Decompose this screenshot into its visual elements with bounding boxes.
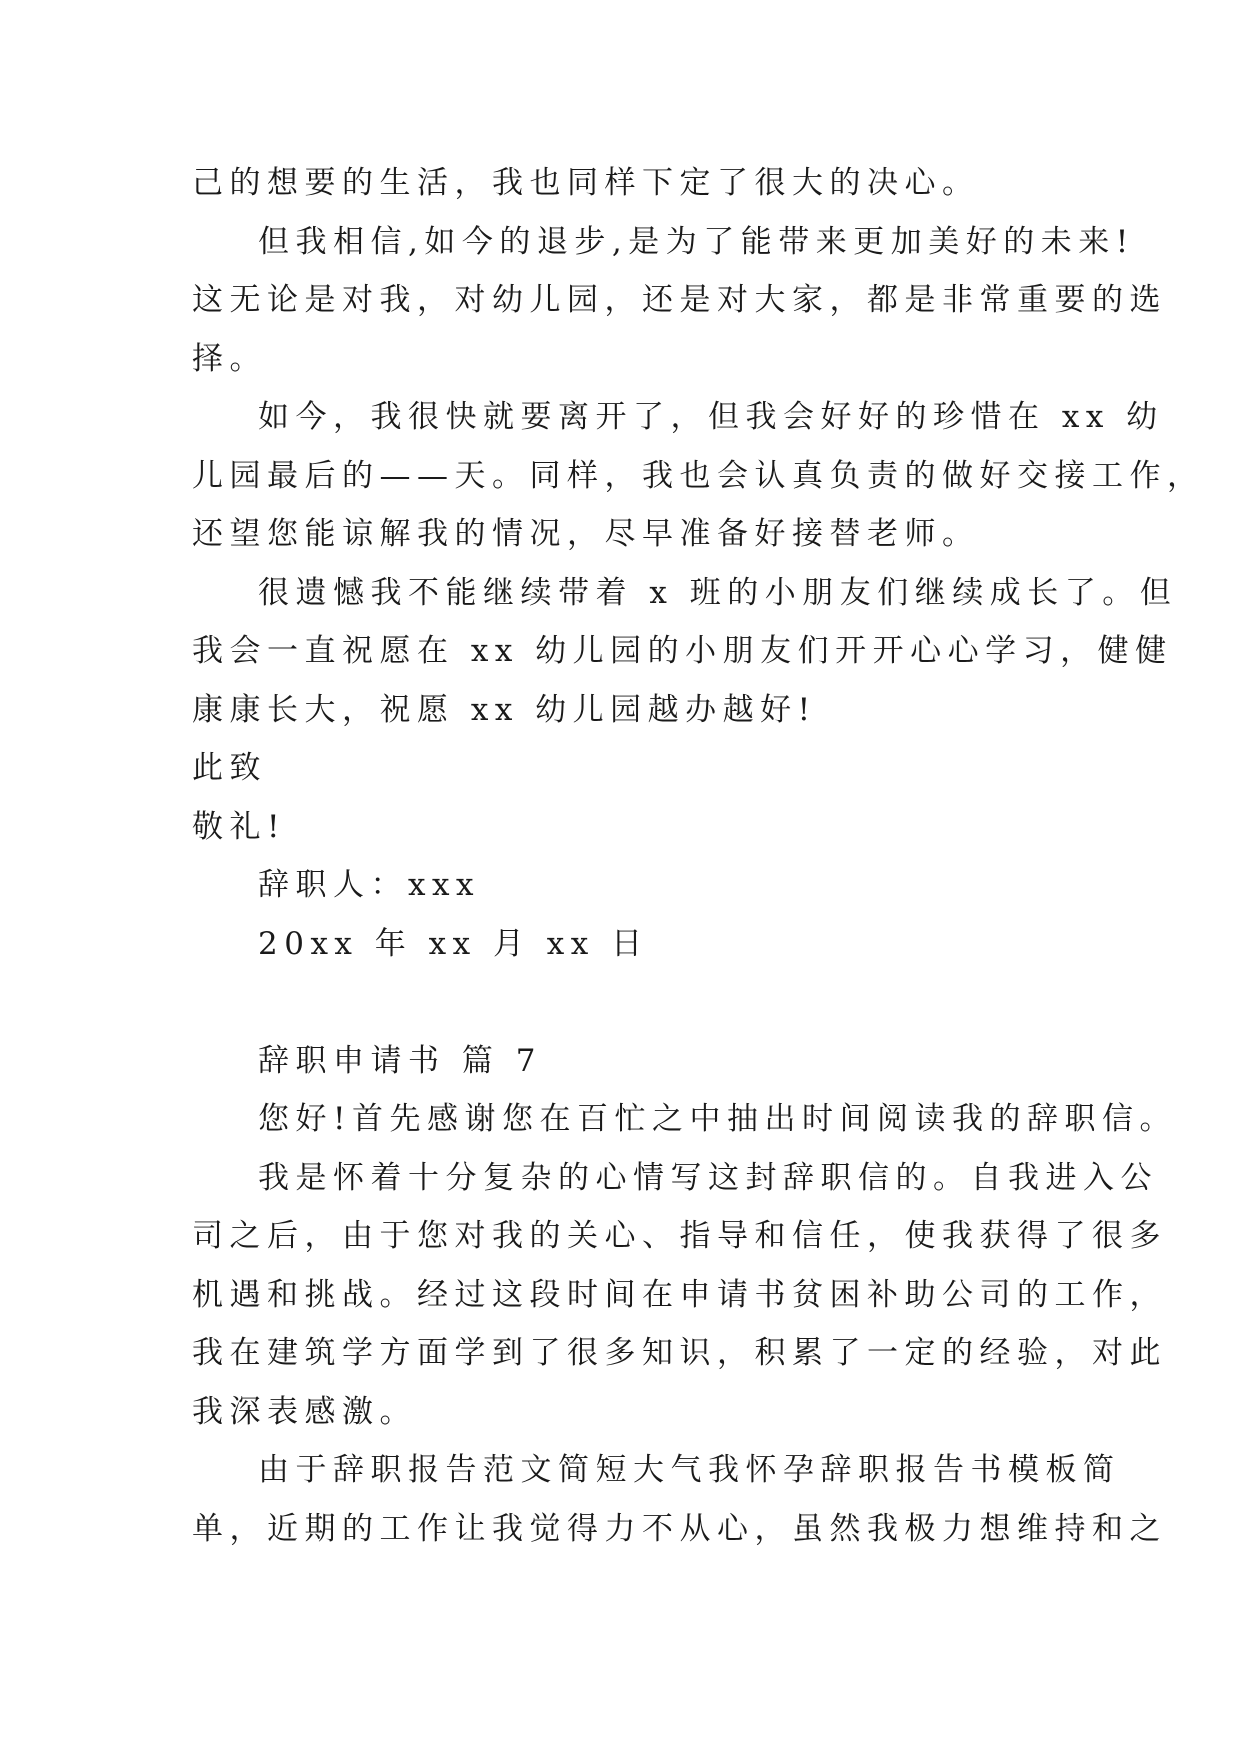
- paragraph-line: 我深表感激。: [192, 1393, 417, 1430]
- paragraph-line: 由于辞职报告范文简短大气我怀孕辞职报告书模板简: [258, 1452, 1121, 1488]
- paragraph-line: 我在建筑学方面学到了很多知识，积累了一定的经验，对此: [192, 1335, 1167, 1371]
- paragraph-line: 单，近期的工作让我觉得力不从心，虽然我极力想维持和之: [192, 1510, 1167, 1547]
- paragraph-line: 择。: [192, 340, 267, 377]
- paragraph-line: 还望您能谅解我的情况，尽早准备好接替老师。: [192, 516, 980, 552]
- section-title: 辞职申请书 篇 7: [258, 1042, 542, 1079]
- paragraph-line: 如今，我很快就要离开了，但我会好好的珍惜在 xx 幼: [258, 399, 1164, 435]
- closing-regards: 敬礼!: [192, 808, 286, 845]
- paragraph-line: 己的想要的生活，我也同样下定了很大的决心。: [192, 165, 980, 201]
- signature-name: 辞职人：xxx: [258, 867, 480, 903]
- document-body: [192, 154, 1205, 1558]
- blank-line: [192, 973, 1052, 1032]
- closing-salutation: 此致: [192, 750, 267, 786]
- signature-date: 20xx 年 xx 月 xx 日: [258, 925, 649, 962]
- paragraph-line: 您好!首先感谢您在百忙之中抽出时间阅读我的辞职信。: [258, 1101, 1177, 1137]
- paragraph-line: 我是怀着十分复杂的心情写这封辞职信的。自我进入公: [258, 1159, 1158, 1196]
- paragraph-line: 康康长大，祝愿 xx 幼儿园越办越好!: [192, 691, 817, 728]
- paragraph-line: 机遇和挑战。经过这段时间在申请书贫困补助公司的工作，: [192, 1276, 1167, 1313]
- paragraph-line: 司之后，由于您对我的关心、指导和信任，使我获得了很多: [192, 1218, 1167, 1254]
- paragraph-line: 这无论是对我，对幼儿园，还是对大家，都是非常重要的选: [192, 282, 1167, 318]
- paragraph-line: 很遗憾我不能继续带着 x 班的小朋友们继续成长了。但: [258, 574, 1178, 611]
- paragraph-line: 我会一直祝愿在 xx 幼儿园的小朋友们开开心心学习，健健: [192, 633, 1173, 669]
- paragraph-line: 但我相信,如今的退步,是为了能带来更加美好的未来!: [258, 223, 1135, 260]
- paragraph-line: 儿园最后的——天。同样，我也会认真负责的做好交接工作，: [192, 457, 1205, 494]
